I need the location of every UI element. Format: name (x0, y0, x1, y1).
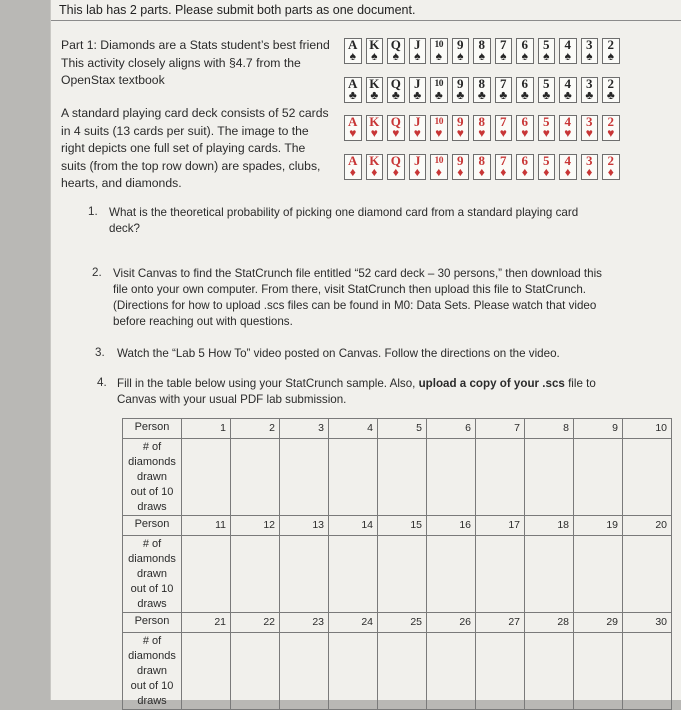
diamonds-entry-cell[interactable] (476, 536, 525, 613)
card-rank: 3 (586, 114, 593, 129)
label-line: draws (137, 501, 167, 513)
label-line: draws (137, 695, 167, 707)
question-4-text (117, 376, 617, 408)
card-9-of-hearts (452, 115, 470, 141)
hearts-suit-icon: ♥ (370, 126, 378, 140)
person-number-cell: 1 (182, 419, 231, 439)
diamonds-entry-cell[interactable] (525, 536, 574, 613)
diamonds-entry-cell[interactable] (231, 633, 280, 710)
card-rank: K (369, 153, 380, 168)
diamonds-entry-cell[interactable] (378, 536, 427, 613)
card-rank: J (414, 37, 421, 52)
card-rank: 8 (478, 153, 485, 168)
diamonds-entry-cell[interactable] (427, 536, 476, 613)
card-rank: A (348, 37, 358, 52)
label-line: draws (137, 598, 167, 610)
clubs-suit-icon: ♣ (542, 88, 551, 102)
card-rank: 5 (543, 153, 550, 168)
description-line: hearts, and diamonds. (61, 176, 182, 190)
header-divider (51, 20, 681, 21)
label-line: out of 10 (130, 680, 174, 692)
table-row (123, 613, 672, 633)
card-8-of-spades (473, 38, 491, 64)
intro-line: OpenStax textbook (61, 73, 165, 87)
diamonds-suit-icon: ♦ (435, 165, 442, 179)
diamonds-entry-cell[interactable] (525, 439, 574, 516)
diamonds-entry-cell[interactable] (329, 439, 378, 516)
spades-suit-icon: ♠ (607, 49, 614, 63)
card-rank: 5 (543, 37, 550, 52)
person-number-cell: 28 (525, 613, 574, 633)
clubs-suit-icon: ♣ (585, 88, 594, 102)
diamonds-entry-cell[interactable] (623, 536, 672, 613)
card-a-of-diamonds (344, 154, 362, 180)
card-rank: 9 (457, 114, 464, 129)
spades-suit-icon: ♠ (543, 49, 550, 63)
card-rank: 10 (434, 40, 443, 50)
card-j-of-spades (409, 38, 427, 64)
hearts-suit-icon: ♥ (435, 126, 443, 140)
card-row-diamonds (344, 154, 624, 180)
card-rank: Q (390, 114, 401, 129)
clubs-suit-icon: ♣ (370, 88, 379, 102)
card-rank: 7 (500, 76, 507, 91)
description-line: right depicts one full set of playing cards. The (61, 141, 306, 155)
diamonds-data-table (122, 418, 672, 710)
person-number-cell: 2 (231, 419, 280, 439)
clubs-suit-icon: ♣ (456, 88, 465, 102)
diamonds-suit-icon: ♦ (564, 165, 571, 179)
description-line: A standard playing card deck consists of 52 cards (61, 106, 329, 120)
person-number-cell: 18 (525, 516, 574, 536)
question-line: deck? (109, 222, 140, 235)
label-line: diamonds (128, 553, 176, 565)
spades-suit-icon: ♠ (349, 49, 356, 63)
diamonds-suit-icon: ♦ (349, 165, 356, 179)
card-5-of-spades (538, 38, 556, 64)
card-10-of-spades (430, 38, 448, 64)
diamonds-suit-icon: ♦ (543, 165, 550, 179)
card-10-of-diamonds (430, 154, 448, 180)
diamonds-entry-cell[interactable] (574, 536, 623, 613)
card-a-of-clubs (344, 77, 362, 103)
diamonds-entry-cell[interactable] (280, 439, 329, 516)
description-line: suits (from the top row down) are spades, clubs, (61, 158, 321, 173)
diamonds-suit-icon: ♦ (500, 165, 507, 179)
card-6-of-hearts (516, 115, 534, 141)
card-rank: 9 (457, 76, 464, 91)
card-6-of-clubs (516, 77, 534, 103)
card-k-of-diamonds (366, 154, 384, 180)
question-3-number: 3. (95, 346, 105, 359)
card-rank: 7 (500, 114, 507, 129)
label-line: diamonds (128, 456, 176, 468)
card-q-of-diamonds (387, 154, 405, 180)
card-rank: 2 (607, 76, 614, 91)
card-6-of-diamonds (516, 154, 534, 180)
person-number-cell: 8 (525, 419, 574, 439)
card-3-of-hearts (581, 115, 599, 141)
label-line: out of 10 (130, 486, 174, 498)
person-number-cell: 13 (280, 516, 329, 536)
card-2-of-diamonds (602, 154, 620, 180)
card-rank: 2 (607, 153, 614, 168)
spades-suit-icon: ♠ (564, 49, 571, 63)
spades-suit-icon: ♠ (371, 49, 378, 63)
clubs-suit-icon: ♣ (606, 88, 615, 102)
card-q-of-clubs (387, 77, 405, 103)
card-rank: A (348, 76, 358, 91)
person-number-cell: 21 (182, 613, 231, 633)
card-rank: 6 (521, 114, 528, 129)
card-rank: 7 (500, 37, 507, 52)
card-9-of-spades (452, 38, 470, 64)
person-number-cell: 14 (329, 516, 378, 536)
card-row-clubs (344, 77, 624, 103)
card-rank: 2 (607, 114, 614, 129)
card-rank: 6 (521, 76, 528, 91)
card-rank: 3 (586, 153, 593, 168)
card-rank: 5 (543, 114, 550, 129)
person-number-cell: 25 (378, 613, 427, 633)
card-row-spades (344, 38, 624, 64)
diamonds-entry-cell[interactable] (427, 439, 476, 516)
table-row (123, 536, 672, 613)
question-line (117, 376, 617, 392)
person-number-cell: 3 (280, 419, 329, 439)
card-a-of-hearts (344, 115, 362, 141)
label-line: # of (142, 441, 162, 453)
question-text-plain: Fill in the table below using your StatCrunch sample. Also, (117, 377, 419, 390)
card-rank: Q (390, 37, 401, 52)
person-number-cell: 29 (574, 613, 623, 633)
diamonds-entry-cell[interactable] (623, 633, 672, 710)
clubs-suit-icon: ♣ (348, 88, 357, 102)
card-4-of-hearts (559, 115, 577, 141)
card-3-of-diamonds (581, 154, 599, 180)
card-rank: 7 (500, 153, 507, 168)
diamonds-suit-icon: ♦ (392, 165, 399, 179)
diamonds-suit-icon: ♦ (371, 165, 378, 179)
diamonds-entry-cell[interactable] (525, 633, 574, 710)
card-2-of-spades (602, 38, 620, 64)
card-7-of-hearts (495, 115, 513, 141)
person-label: Person (123, 613, 182, 633)
card-rank: J (414, 153, 421, 168)
card-4-of-spades (559, 38, 577, 64)
label-line: out of 10 (130, 583, 174, 595)
diamonds-entry-cell[interactable] (623, 439, 672, 516)
card-k-of-spades (366, 38, 384, 64)
card-5-of-hearts (538, 115, 556, 141)
card-k-of-clubs (366, 77, 384, 103)
diamonds-entry-cell[interactable] (231, 439, 280, 516)
card-a-of-spades (344, 38, 362, 64)
hearts-suit-icon: ♥ (499, 126, 507, 140)
person-number-cell: 10 (623, 419, 672, 439)
diamonds-suit-icon: ♦ (586, 165, 593, 179)
card-8-of-clubs (473, 77, 491, 103)
diamonds-entry-cell[interactable] (574, 439, 623, 516)
card-rank: 10 (434, 79, 443, 89)
hearts-suit-icon: ♥ (456, 126, 464, 140)
person-number-cell: 6 (427, 419, 476, 439)
card-rank: 6 (521, 153, 528, 168)
question-line: before reaching out with questions. (113, 315, 293, 328)
card-rank: J (414, 76, 421, 91)
card-8-of-diamonds (473, 154, 491, 180)
person-number-cell: 19 (574, 516, 623, 536)
question-4-number: 4. (97, 376, 107, 389)
document-page (50, 0, 681, 707)
card-rank: 3 (586, 76, 593, 91)
person-number-cell: 16 (427, 516, 476, 536)
card-4-of-diamonds (559, 154, 577, 180)
diamonds-entry-cell[interactable] (427, 633, 476, 710)
card-4-of-clubs (559, 77, 577, 103)
clubs-suit-icon: ♣ (499, 88, 508, 102)
clubs-suit-icon: ♣ (520, 88, 529, 102)
card-8-of-hearts (473, 115, 491, 141)
person-number-cell: 30 (623, 613, 672, 633)
person-number-cell: 9 (574, 419, 623, 439)
card-q-of-hearts (387, 115, 405, 141)
diamonds-suit-icon: ♦ (521, 165, 528, 179)
diamonds-entry-cell[interactable] (182, 439, 231, 516)
page-header: This lab has 2 parts. Please submit both parts as one document. (59, 3, 416, 17)
diamonds-entry-cell[interactable] (329, 633, 378, 710)
diamonds-entry-cell[interactable] (182, 633, 231, 710)
question-line: (Directions for how to upload .scs files can be found in M0: Data Sets. Please watch that video (113, 299, 597, 312)
person-label: Person (123, 516, 182, 536)
question-2-text (113, 266, 613, 330)
diamonds-drawn-label (123, 439, 182, 516)
hearts-suit-icon: ♥ (542, 126, 550, 140)
card-rank: 6 (521, 37, 528, 52)
intro-line: This activity closely aligns with §4.7 from the (61, 55, 301, 70)
table-row (123, 439, 672, 516)
spades-suit-icon: ♠ (586, 49, 593, 63)
diamonds-entry-cell[interactable] (329, 536, 378, 613)
hearts-suit-icon: ♥ (478, 126, 486, 140)
card-9-of-clubs (452, 77, 470, 103)
description-line: in 4 suits (13 cards per suit). The image to the (61, 123, 309, 138)
card-2-of-clubs (602, 77, 620, 103)
person-number-cell: 20 (623, 516, 672, 536)
diamonds-drawn-label (123, 633, 182, 710)
clubs-suit-icon: ♣ (434, 88, 443, 102)
spades-suit-icon: ♠ (457, 49, 464, 63)
card-rank: 10 (434, 156, 443, 166)
hearts-suit-icon: ♥ (413, 126, 421, 140)
card-k-of-hearts (366, 115, 384, 141)
card-rank: Q (390, 76, 401, 91)
card-rank: 4 (564, 153, 571, 168)
hearts-suit-icon: ♥ (585, 126, 593, 140)
hearts-suit-icon: ♥ (392, 126, 400, 140)
card-rank: K (369, 114, 380, 129)
diamonds-suit-icon: ♦ (607, 165, 614, 179)
spades-suit-icon: ♠ (500, 49, 507, 63)
card-rank: A (348, 153, 358, 168)
clubs-suit-icon: ♣ (477, 88, 486, 102)
person-number-cell: 5 (378, 419, 427, 439)
card-rank: J (414, 114, 421, 129)
hearts-suit-icon: ♥ (521, 126, 529, 140)
card-7-of-spades (495, 38, 513, 64)
card-rank: K (369, 37, 380, 52)
hearts-suit-icon: ♥ (607, 126, 615, 140)
question-1-number: 1. (88, 205, 98, 218)
question-line: Watch the “Lab 5 How To” video posted on Canvas. Follow the directions on the video. (117, 347, 560, 360)
person-number-cell: 24 (329, 613, 378, 633)
card-rank: K (369, 76, 380, 91)
diamonds-entry-cell[interactable] (476, 439, 525, 516)
question-text-end: file to (564, 377, 596, 390)
part1-intro (61, 37, 341, 90)
card-rank: 10 (434, 117, 443, 127)
person-number-cell: 17 (476, 516, 525, 536)
clubs-suit-icon: ♣ (391, 88, 400, 102)
person-number-cell: 15 (378, 516, 427, 536)
card-6-of-spades (516, 38, 534, 64)
card-5-of-diamonds (538, 154, 556, 180)
card-rank: 8 (478, 114, 485, 129)
person-number-cell: 7 (476, 419, 525, 439)
question-line: Visit Canvas to find the StatCrunch file entitled “52 card deck – 30 persons,” then download this (113, 267, 602, 280)
table-row (123, 516, 672, 536)
card-j-of-clubs (409, 77, 427, 103)
question-line: file onto your own computer. From there, visit StatCrunch then upload this file to StatCrunch. (113, 283, 586, 296)
label-line: diamonds (128, 650, 176, 662)
card-j-of-diamonds (409, 154, 427, 180)
table-row (123, 419, 672, 439)
card-row-hearts (344, 115, 624, 141)
card-9-of-diamonds (452, 154, 470, 180)
card-j-of-hearts (409, 115, 427, 141)
spades-suit-icon: ♠ (392, 49, 399, 63)
hearts-suit-icon: ♥ (349, 126, 357, 140)
card-q-of-spades (387, 38, 405, 64)
spades-suit-icon: ♠ (521, 49, 528, 63)
card-rank: 8 (478, 76, 485, 91)
person-number-cell: 22 (231, 613, 280, 633)
card-rank: 3 (586, 37, 593, 52)
clubs-suit-icon: ♣ (413, 88, 422, 102)
card-rank: 4 (564, 37, 571, 52)
diamonds-drawn-label (123, 536, 182, 613)
diamonds-suit-icon: ♦ (478, 165, 485, 179)
diamonds-suit-icon: ♦ (457, 165, 464, 179)
intro-line: Part 1: Diamonds are a Stats student’s best friend (61, 38, 330, 52)
card-7-of-clubs (495, 77, 513, 103)
person-number-cell: 23 (280, 613, 329, 633)
question-line: What is the theoretical probability of picking one diamond card from a standard playing card (109, 206, 579, 219)
diamonds-entry-cell[interactable] (280, 536, 329, 613)
card-rank: 8 (478, 37, 485, 52)
clubs-suit-icon: ♣ (563, 88, 572, 102)
spades-suit-icon: ♠ (478, 49, 485, 63)
diamonds-entry-cell[interactable] (182, 536, 231, 613)
person-number-cell: 11 (182, 516, 231, 536)
card-rank: A (348, 114, 358, 129)
diamonds-entry-cell[interactable] (476, 633, 525, 710)
card-10-of-clubs (430, 77, 448, 103)
card-3-of-spades (581, 38, 599, 64)
card-10-of-hearts (430, 115, 448, 141)
label-line: # of (142, 538, 162, 550)
label-line: drawn (137, 665, 167, 677)
card-rank: 4 (564, 76, 571, 91)
card-rank: 9 (457, 153, 464, 168)
diamonds-suit-icon: ♦ (414, 165, 421, 179)
diamonds-entry-cell[interactable] (378, 439, 427, 516)
person-label: Person (123, 419, 182, 439)
card-rank: 9 (457, 37, 464, 52)
diamonds-entry-cell[interactable] (574, 633, 623, 710)
question-line: Canvas with your usual PDF lab submission. (117, 393, 347, 406)
label-line: # of (142, 635, 162, 647)
hearts-suit-icon: ♥ (564, 126, 572, 140)
person-number-cell: 26 (427, 613, 476, 633)
card-rank: 2 (607, 37, 614, 52)
spades-suit-icon: ♠ (435, 49, 442, 63)
person-number-cell: 4 (329, 419, 378, 439)
card-3-of-clubs (581, 77, 599, 103)
person-number-cell: 27 (476, 613, 525, 633)
card-rank: Q (390, 153, 401, 168)
diamonds-entry-cell[interactable] (378, 633, 427, 710)
question-text-bold: upload a copy of your .scs (418, 377, 565, 390)
question-1-text (109, 205, 609, 237)
question-2-number: 2. (92, 266, 102, 279)
person-number-cell: 12 (231, 516, 280, 536)
label-line: drawn (137, 568, 167, 580)
label-line: drawn (137, 471, 167, 483)
diamonds-entry-cell[interactable] (231, 536, 280, 613)
card-2-of-hearts (602, 115, 620, 141)
deck-description (61, 105, 341, 193)
table-row (123, 633, 672, 710)
card-5-of-clubs (538, 77, 556, 103)
question-3-text (117, 346, 617, 362)
diamonds-entry-cell[interactable] (280, 633, 329, 710)
card-rank: 4 (564, 114, 571, 129)
spades-suit-icon: ♠ (414, 49, 421, 63)
card-7-of-diamonds (495, 154, 513, 180)
card-rank: 5 (543, 76, 550, 91)
